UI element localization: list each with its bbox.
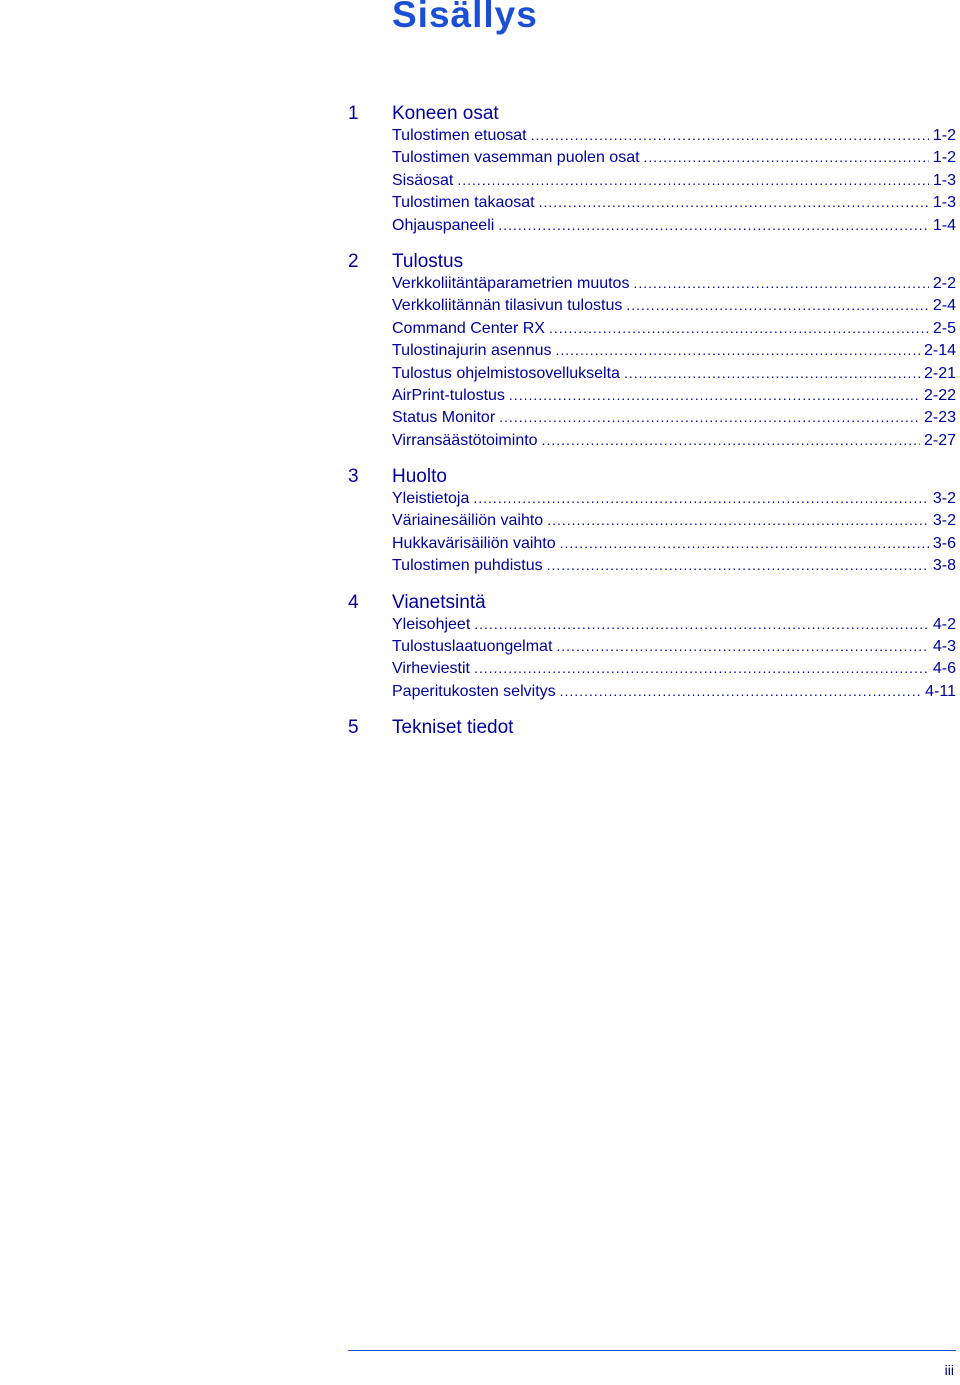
entry-title: Tulostimen vasemman puolen osat xyxy=(392,149,640,167)
entry-page: 3-8 xyxy=(932,557,956,575)
entry-page: 1-2 xyxy=(932,149,956,167)
entry-page: 3-2 xyxy=(932,512,956,530)
entry-page: 1-3 xyxy=(932,194,956,212)
dot-leader xyxy=(457,172,929,188)
chapter-3 xyxy=(348,466,956,580)
dot-leader xyxy=(547,557,929,573)
chapter-heading[interactable] xyxy=(348,251,956,275)
entry-title: Hukkavärisäiliön vaihto xyxy=(392,534,556,552)
toc-entry[interactable] xyxy=(392,638,956,660)
entry-title: Yleisohjeet xyxy=(392,615,471,633)
entry-title: Virransäästötoiminto xyxy=(392,431,538,449)
chapter-entries xyxy=(392,490,956,580)
entry-title: Status Monitor xyxy=(392,409,496,427)
chapter-5 xyxy=(348,717,956,741)
entry-title: Paperitukosten selvitys xyxy=(392,682,556,700)
entry-title: Tulostimen puhdistus xyxy=(392,557,543,575)
toc-entry[interactable] xyxy=(392,683,956,705)
toc-entry[interactable] xyxy=(392,365,956,387)
dot-leader xyxy=(633,275,928,291)
dot-leader xyxy=(509,387,920,403)
entry-title: Sisäosat xyxy=(392,171,454,189)
dot-leader xyxy=(474,660,929,676)
chapter-title: Koneen osat xyxy=(392,103,499,124)
entry-page: 1-2 xyxy=(932,127,956,144)
entry-title: Tulostus ohjelmistosovellukselta xyxy=(392,364,620,382)
entry-page: 2-14 xyxy=(923,342,956,360)
chapter-heading[interactable] xyxy=(348,592,956,616)
chapter-title: Tekniset tiedot xyxy=(392,717,514,739)
entry-title: Command Center RX xyxy=(392,319,545,337)
dot-leader xyxy=(539,194,929,210)
entry-title: Tulostimen takaosat xyxy=(392,194,535,212)
chapter-2 xyxy=(348,251,956,454)
chapter-entries xyxy=(392,616,956,706)
chapter-heading[interactable] xyxy=(348,466,956,490)
dot-leader xyxy=(498,217,929,233)
toc-entry[interactable] xyxy=(392,127,956,149)
entry-page: 1-3 xyxy=(932,171,956,189)
toc-entry[interactable] xyxy=(392,660,956,682)
entry-page: 4-3 xyxy=(932,638,956,656)
toc-entry[interactable] xyxy=(392,194,956,216)
chapter-number: 5 xyxy=(348,717,359,739)
entry-page: 2-4 xyxy=(932,297,956,315)
entry-page: 2-21 xyxy=(923,364,956,382)
chapter-entries xyxy=(392,275,956,454)
table-of-contents xyxy=(348,103,956,753)
entry-page: 4-2 xyxy=(932,615,956,633)
chapter-title: Vianetsintä xyxy=(392,591,486,613)
entry-title: Tulostinajurin asennus xyxy=(392,342,552,360)
entry-page: 2-5 xyxy=(932,319,956,337)
entry-page: 3-6 xyxy=(932,534,956,552)
entry-page: 3-2 xyxy=(932,490,956,508)
dot-leader xyxy=(531,127,929,143)
entry-page: 2-2 xyxy=(932,274,956,292)
toc-entry[interactable] xyxy=(392,172,956,194)
entry-title: Tulostuslaatuongelmat xyxy=(392,638,553,656)
chapter-number: 1 xyxy=(348,103,359,124)
chapter-title: Huolto xyxy=(392,466,447,488)
toc-entry[interactable] xyxy=(392,490,956,512)
chapter-number: 3 xyxy=(348,466,359,488)
toc-entry[interactable] xyxy=(392,320,956,342)
entry-title: Tulostimen etuosat xyxy=(392,127,527,144)
toc-entry[interactable] xyxy=(392,275,956,297)
dot-leader xyxy=(560,683,922,699)
entry-page: 2-27 xyxy=(923,431,956,449)
dot-leader xyxy=(549,320,929,336)
dot-leader xyxy=(556,638,928,654)
toc-entry[interactable] xyxy=(392,217,956,239)
entry-title: Ohjauspaneeli xyxy=(392,216,495,234)
entry-page: 2-23 xyxy=(923,409,956,427)
chapter-entries xyxy=(392,127,956,239)
footer-divider xyxy=(348,1350,956,1351)
toc-entry[interactable] xyxy=(392,616,956,638)
dot-leader xyxy=(542,432,920,448)
chapter-heading[interactable] xyxy=(348,717,956,741)
chapter-title: Tulostus xyxy=(392,250,464,272)
entry-page: 1-4 xyxy=(932,216,956,234)
entry-page: 2-22 xyxy=(923,386,956,404)
footer-page-number: iii xyxy=(944,1362,954,1378)
entry-title: Väriainesäiliön vaihto xyxy=(392,512,544,530)
chapter-heading[interactable] xyxy=(348,103,956,127)
dot-leader xyxy=(473,490,929,506)
toc-entry[interactable] xyxy=(392,535,956,557)
toc-entry[interactable] xyxy=(392,557,956,579)
chapter-number: 2 xyxy=(348,250,359,272)
toc-entry[interactable] xyxy=(392,512,956,534)
dot-leader xyxy=(474,616,929,632)
dot-leader xyxy=(547,512,929,528)
entry-page: 4-6 xyxy=(932,660,956,678)
dot-leader xyxy=(644,149,929,165)
chapter-1 xyxy=(348,103,956,239)
dot-leader xyxy=(626,297,929,313)
entry-page: 4-11 xyxy=(925,682,956,700)
chapter-number: 4 xyxy=(348,591,359,613)
chapter-4 xyxy=(348,592,956,706)
entry-title: Verkkoliitännän tilasivun tulostus xyxy=(392,297,623,315)
entry-title: AirPrint-tulostus xyxy=(392,386,505,404)
toc-entry[interactable] xyxy=(392,149,956,171)
toc-entry[interactable] xyxy=(392,432,956,454)
toc-entry[interactable] xyxy=(392,387,956,409)
toc-entry[interactable] xyxy=(392,342,956,364)
page-title: Sisällys xyxy=(392,0,538,35)
entry-title: Yleistietoja xyxy=(392,490,470,508)
dot-leader xyxy=(499,409,920,425)
dot-leader xyxy=(624,365,920,381)
toc-entry[interactable] xyxy=(392,409,956,431)
entry-title: Verkkoliitäntäparametrien muutos xyxy=(392,274,630,292)
dot-leader xyxy=(560,535,929,551)
entry-title: Virheviestit xyxy=(392,660,470,678)
dot-leader xyxy=(556,342,920,358)
toc-entry[interactable] xyxy=(392,297,956,319)
